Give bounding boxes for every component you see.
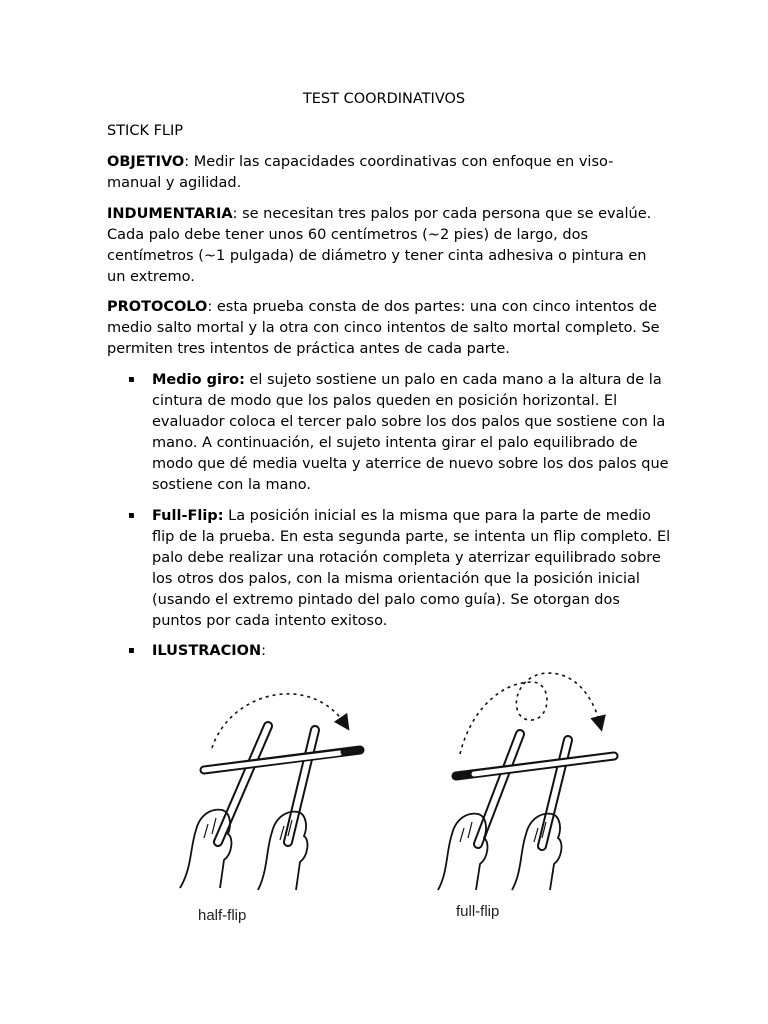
bullet-medio-giro — [152, 370, 672, 496]
medio-giro-text: el sujeto sostiene un palo en cada mano a la altura de la cintura de modo que los palos queden en posición horizontal. El evaluador coloca el tercer palo sobre los dos palos que sostiene con la mano. A continuación, el sujeto intenta girar el palo equilibrado de modo que dé media vuelta y aterrice de nuevo sobre los dos palos que sostiene con la mano. — [152, 372, 669, 493]
objetivo-text: : Medir las capacidades coordinativas con enfoque en viso-manual y agilidad. — [107, 154, 614, 191]
protocolo-paragraph — [107, 297, 667, 360]
indumentaria-text: : se necesitan tres palos por cada persona que se evalúe. Cada palo debe tener unos 60 centímetros (~2 pies) de largo, dos centímetros (~1 pulgada) de diámetro y tener cinta adhesiva o pintura en un extremo. — [107, 206, 652, 285]
bullet-ilustracion — [152, 641, 672, 662]
stick-flip-illustration — [160, 662, 640, 932]
section-heading: STICK FLIP — [107, 123, 184, 139]
half-flip-arrow — [212, 694, 345, 748]
objetivo-label: OBJETIVO — [107, 154, 185, 170]
full-flip-caption: full-flip — [456, 903, 500, 920]
half-flip-figure — [180, 694, 360, 924]
full-flip-text: La posición inicial es la misma que para la parte de medio flip de la prueba. En esta segunda parte, se intenta un flip completo. El palo debe realizar una rotación completa y aterrizar equilibrado sobre los otros dos palos, con la misma orientación que la posición inicial (usando el extremo pintado del palo como guía). Se otorgan dos puntos por cada intento exitoso. — [152, 508, 671, 629]
full-flip-figure — [438, 673, 614, 920]
document-title: TEST COORDINATIVOS — [302, 91, 466, 107]
ilustracion-label: ILUSTRACION — [152, 643, 262, 659]
bullet-marker: ▪ — [128, 374, 135, 385]
protocolo-label: PROTOCOLO — [107, 299, 208, 315]
bullet-marker: ▪ — [128, 510, 135, 521]
indumentaria-paragraph — [107, 204, 667, 288]
half-flip-caption: half-flip — [198, 907, 247, 924]
medio-giro-label: Medio giro: — [152, 372, 245, 388]
full-flip-arrow — [460, 673, 600, 754]
ilustracion-text: : — [261, 643, 267, 659]
bullet-full-flip — [152, 506, 672, 632]
full-flip-label: Full-Flip: — [152, 508, 224, 524]
objetivo-paragraph — [107, 152, 667, 194]
indumentaria-label: INDUMENTARIA — [107, 206, 233, 222]
bullet-marker: ▪ — [128, 645, 135, 656]
protocolo-text: : esta prueba consta de dos partes: una con cinco intentos de medio salto mortal y la otra con cinco intentos de salto mortal completo. Se permiten tres intentos de práctica antes de cada parte. — [107, 299, 660, 357]
